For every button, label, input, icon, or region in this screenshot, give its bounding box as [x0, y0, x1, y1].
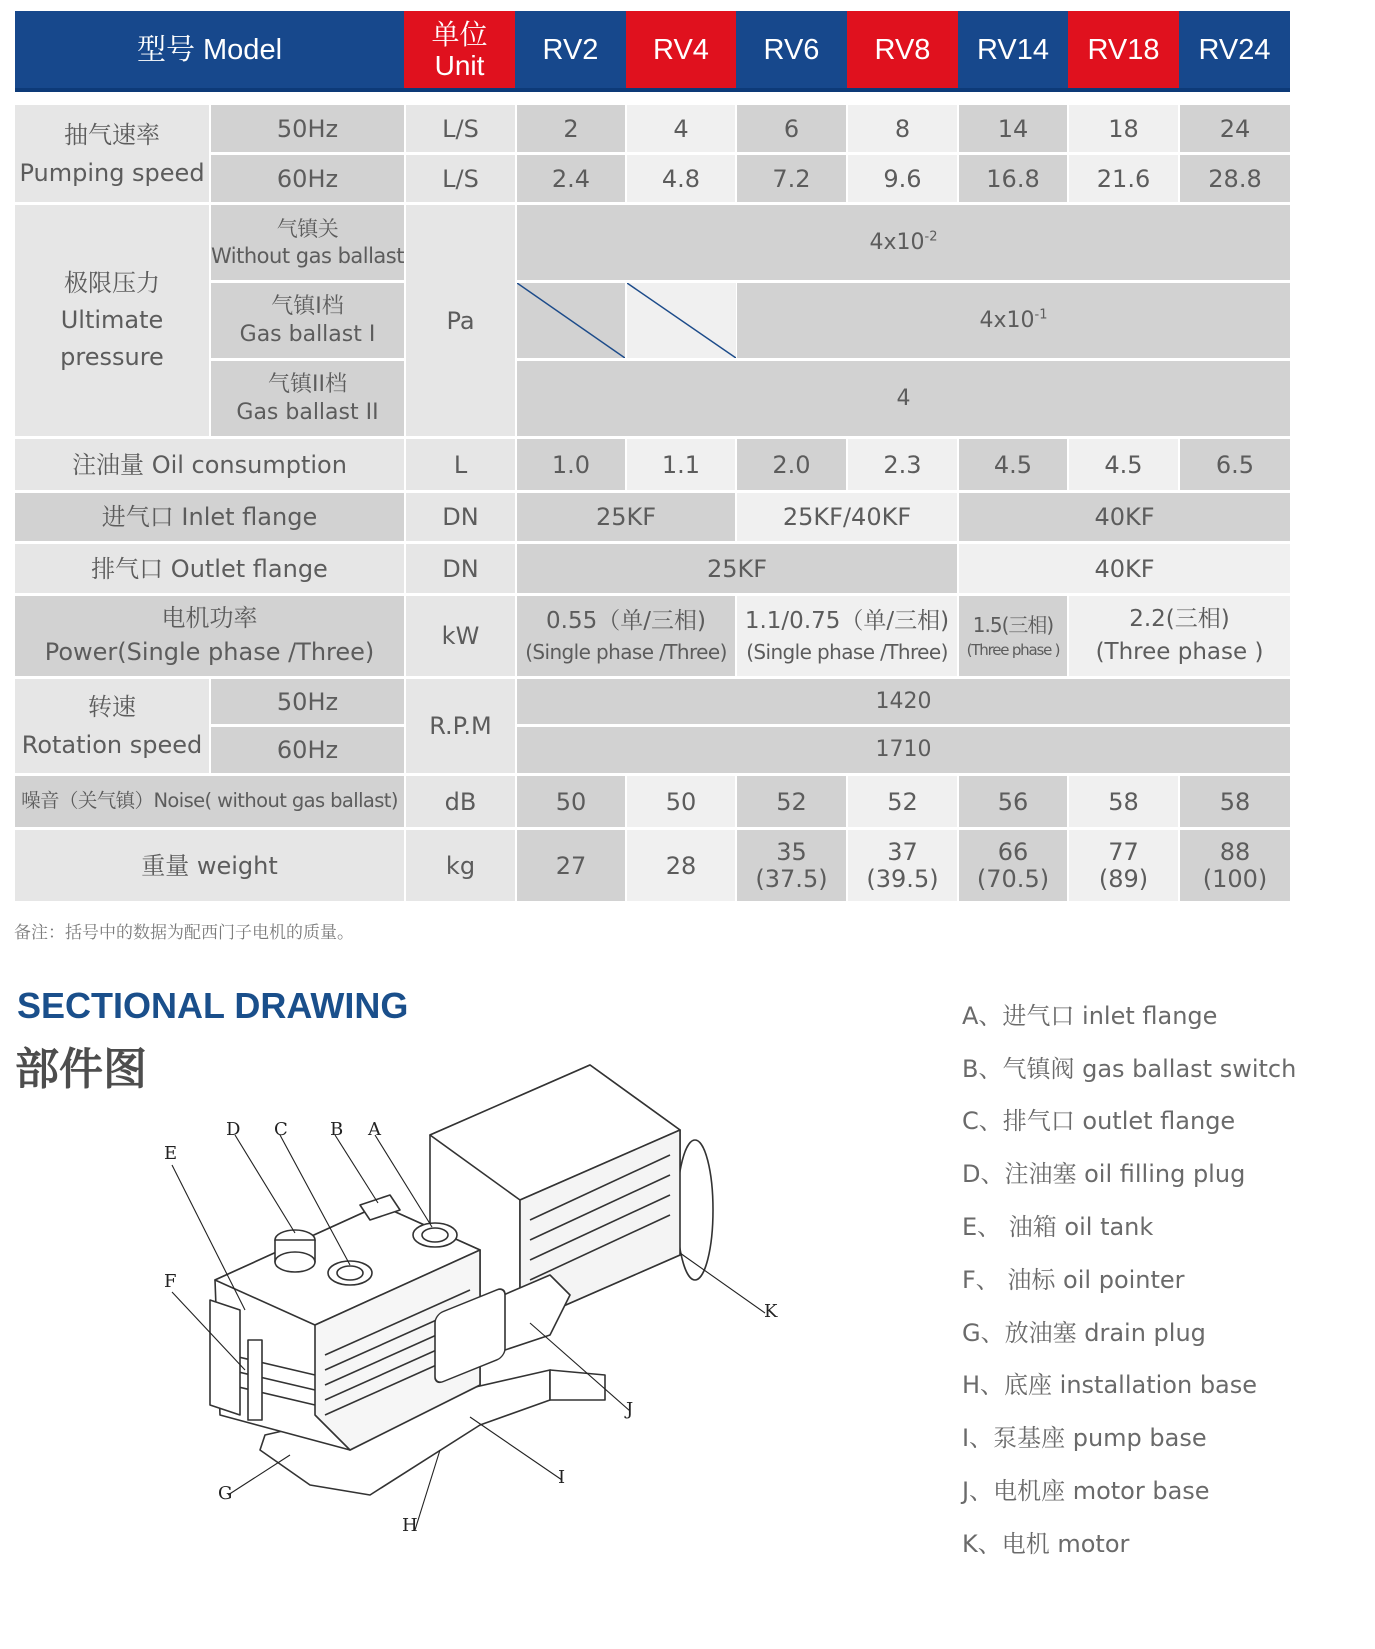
- noise-cell: [959, 776, 1067, 827]
- ballast-1-value: [737, 283, 1290, 358]
- model-col-header: [736, 11, 847, 90]
- power-sub: (Single phase /Three): [746, 640, 948, 665]
- pump-sectional-drawing: [150, 1055, 790, 1540]
- model-header: [15, 11, 404, 90]
- unit-value: L: [453, 450, 468, 479]
- weight-cell: [1069, 830, 1178, 901]
- ballast-1-label: [211, 283, 404, 358]
- cell-value: 1.0: [551, 450, 591, 479]
- model-col-header: [1179, 11, 1290, 90]
- cell-value: 16.8: [986, 164, 1040, 193]
- row-label: 重量 weight: [141, 851, 278, 880]
- unit-value: kW: [441, 622, 480, 650]
- pressure-base: 4x10: [979, 307, 1035, 333]
- outlet-cell: [517, 544, 957, 593]
- freq-label: 60Hz: [276, 736, 339, 764]
- na-diagonal: [517, 283, 625, 358]
- unit-value: Pa: [446, 306, 475, 335]
- legend-item-j: J、电机座 motor base: [962, 1477, 1210, 1505]
- weight-cell: [627, 830, 735, 901]
- outlet-cell: [959, 544, 1290, 593]
- cell-value: 7.2: [772, 164, 811, 193]
- without-ballast-en: Without gas ballast: [211, 243, 404, 268]
- drawing-label-f: F: [164, 1271, 177, 1292]
- oil-cell: [959, 439, 1067, 490]
- unit-value: R.P.M: [429, 712, 492, 740]
- cell-value: 2.4: [551, 164, 591, 193]
- header-underline: [15, 88, 1290, 92]
- noise-cell: [517, 776, 625, 827]
- cell-value: 1.1: [661, 450, 701, 479]
- power-label-cn: 电机功率: [161, 604, 258, 633]
- unit-header-cn: 单位: [431, 18, 488, 50]
- oil-cell: [1180, 439, 1290, 490]
- power-sub: (Three phase ): [966, 640, 1060, 659]
- cell-value: 1710: [875, 737, 932, 763]
- unit-cell: [406, 830, 515, 901]
- freq-60hz: [211, 155, 404, 202]
- cell-value: 4.5: [993, 450, 1033, 479]
- weight-label: [15, 830, 404, 901]
- unit-cell: [406, 439, 515, 490]
- cell-value: 52: [887, 787, 918, 816]
- unit-cell: [406, 596, 515, 676]
- drawing-label-d: D: [226, 1119, 241, 1140]
- pressure-value: [980, 307, 1048, 335]
- model-col-header: [515, 11, 626, 90]
- legend-item-b: B、气镇阀 gas ballast switch: [962, 1055, 1297, 1083]
- weight-value: 66: [997, 838, 1029, 867]
- unit-header: [404, 11, 515, 90]
- ultimate-pressure-label-cn: 极限压力: [64, 268, 160, 297]
- power-sub: (Three phase ): [1095, 639, 1264, 665]
- weight-cell: [1180, 830, 1290, 901]
- model-name: RV2: [542, 34, 599, 67]
- noise-cell: [627, 776, 735, 827]
- unit-value: dB: [444, 787, 477, 816]
- speed-60-cell: [517, 155, 625, 202]
- drawing-label-k: K: [764, 1301, 778, 1322]
- unit-cell: [406, 679, 515, 773]
- power-cell: [1069, 596, 1290, 676]
- cell-value: 52: [776, 787, 807, 816]
- row-label: 进气口 Inlet flange: [101, 503, 318, 531]
- speed-50-cell: [627, 105, 735, 152]
- cell-value: 18: [1108, 114, 1139, 143]
- unit-value: DN: [442, 554, 479, 583]
- noise-cell: [1069, 776, 1178, 827]
- legend-item-h: H、底座 installation base: [962, 1371, 1258, 1399]
- weight-value: 77: [1108, 838, 1139, 867]
- weight-value-siemens: (70.5): [976, 864, 1050, 893]
- model-name: RV6: [763, 34, 820, 67]
- cell-value: 2.0: [772, 450, 811, 479]
- speed-50-cell: [517, 105, 625, 152]
- cell-value: 40KF: [1094, 503, 1155, 531]
- speed-60-cell: [737, 155, 846, 202]
- ballast-2-cn: 气镇II档: [268, 372, 347, 397]
- power-main: 2.2(三相): [1129, 605, 1230, 632]
- ultimate-pressure-label-en1: Ultimate: [60, 305, 164, 334]
- na-cell: [517, 283, 625, 358]
- ultimate-pressure-label-en2: pressure: [60, 343, 164, 372]
- drawing-label-j: J: [626, 1399, 634, 1420]
- legend-item-g: G、放油塞 drain plug: [962, 1319, 1206, 1347]
- unit-value: DN: [442, 503, 479, 531]
- speed-50-cell: [737, 105, 846, 152]
- freq-50hz: [211, 105, 404, 152]
- weight-value-siemens: (89): [1098, 864, 1149, 893]
- speed-60-cell: [627, 155, 735, 202]
- cell-value: 2.3: [883, 450, 922, 479]
- oil-cell: [627, 439, 735, 490]
- row-label: 排气口 Outlet flange: [91, 554, 328, 583]
- drawing-label-a: A: [368, 1119, 381, 1140]
- inlet-cell: [959, 493, 1290, 541]
- speed-60-cell: [1180, 155, 1290, 202]
- power-main: 0.55（单/三相): [546, 607, 706, 634]
- rotation-60-value: [517, 727, 1290, 773]
- freq-60hz: [211, 727, 404, 773]
- na-diagonal: [627, 283, 736, 358]
- legend-item-a: A、进气口 inlet flange: [962, 1002, 1218, 1030]
- oil-cell: [737, 439, 846, 490]
- weight-value: 37: [887, 838, 918, 867]
- power-cell: [959, 596, 1067, 676]
- pressure-value: 4: [896, 385, 911, 411]
- model-col-header: [958, 11, 1068, 90]
- unit-value: kg: [445, 851, 476, 880]
- weight-value: 28: [665, 851, 697, 880]
- cell-value: 58: [1219, 787, 1251, 816]
- inlet-label: [15, 493, 404, 541]
- power-cell: [517, 596, 735, 676]
- power-label: [15, 596, 404, 676]
- ballast-2-en: Gas ballast II: [236, 399, 379, 425]
- ballast-2-label: [211, 361, 404, 436]
- model-col-header: [626, 11, 736, 90]
- weight-cell: [737, 830, 846, 901]
- cell-value: 40KF: [1094, 554, 1155, 583]
- weight-value: 35: [776, 838, 807, 867]
- speed-60-cell: [959, 155, 1067, 202]
- legend-item-e: E、 油箱 oil tank: [962, 1213, 1154, 1241]
- legend-item-f: F、 油标 oil pointer: [962, 1266, 1185, 1294]
- oil-cell: [848, 439, 957, 490]
- drawing-label-c: C: [274, 1119, 288, 1140]
- drawing-label-b: B: [330, 1119, 344, 1140]
- weight-value: 88: [1219, 838, 1251, 867]
- cell-value: 25KF: [595, 503, 657, 531]
- legend-item-k: K、电机 motor: [962, 1530, 1130, 1558]
- model-name: RV14: [976, 34, 1050, 67]
- unit-cell: [406, 493, 515, 541]
- model-col-header: [847, 11, 958, 90]
- oil-label: [15, 439, 404, 490]
- cell-value: 2: [563, 114, 579, 143]
- pressure-unit-cell: [406, 205, 515, 436]
- cell-value: 50: [555, 787, 587, 816]
- legend-item-c: C、排气口 outlet flange: [962, 1107, 1236, 1135]
- cell-value: 28.8: [1208, 164, 1262, 193]
- without-ballast-label: [211, 205, 404, 280]
- weight-cell: [848, 830, 957, 901]
- ballast-1-cn: 气镇I档: [271, 294, 344, 319]
- drawing-label-e: E: [164, 1143, 178, 1164]
- rotation-50-value: [517, 679, 1290, 724]
- row-label: 注油量 Oil consumption: [72, 450, 347, 479]
- unit-cell: [406, 776, 515, 827]
- power-main: 1.5(三相): [972, 612, 1054, 637]
- inlet-cell: [737, 493, 957, 541]
- model-header-label: 型号 Model: [136, 34, 283, 67]
- rotation-label-en: Rotation speed: [21, 731, 203, 759]
- model-name: RV18: [1087, 34, 1160, 67]
- cell-value: 8: [894, 114, 911, 143]
- cell-value: 9.6: [883, 164, 922, 193]
- pumping-speed-label-en: Pumping speed: [19, 158, 205, 187]
- cell-value: 50: [665, 787, 697, 816]
- pumping-speed-label-cn: 抽气速率: [64, 120, 160, 149]
- cell-value: 6: [783, 114, 800, 143]
- weight-value-siemens: (100): [1202, 864, 1268, 893]
- weight-value: 27: [555, 851, 587, 880]
- without-ballast-cn: 气镇关: [276, 217, 339, 242]
- na-cell: [627, 283, 736, 358]
- ultimate-pressure-label: [15, 205, 209, 436]
- pressure-exp: -1: [1034, 307, 1048, 323]
- cell-value: 24: [1219, 114, 1251, 143]
- pressure-value: [870, 229, 938, 257]
- unit-value: L/S: [442, 164, 479, 193]
- noise-cell: [737, 776, 846, 827]
- speed-60-cell: [1069, 155, 1178, 202]
- weight-cell: [517, 830, 625, 901]
- cell-value: 4.8: [661, 164, 701, 193]
- noise-cell: [848, 776, 957, 827]
- unit-header-en: Unit: [434, 49, 485, 81]
- oil-cell: [1069, 439, 1178, 490]
- power-label-en: Power(Single phase /Three): [44, 638, 375, 666]
- cell-value: 4: [673, 114, 689, 143]
- speed-50-cell: [1180, 105, 1290, 152]
- oil-cell: [517, 439, 625, 490]
- unit-cell: [406, 155, 515, 202]
- power-main: 1.1/0.75（单/三相): [744, 607, 950, 634]
- row-label: 噪音（关气镇）Noise( without gas ballast): [21, 789, 398, 813]
- model-col-header: [1068, 11, 1179, 90]
- drawing-label-i: I: [558, 1467, 566, 1488]
- cell-value: 56: [997, 787, 1029, 816]
- speed-50-cell: [959, 105, 1067, 152]
- rotation-label-cn: 转速: [88, 693, 136, 721]
- table-note: 备注：括号中的数据为配西门子电机的质量。: [14, 923, 354, 943]
- cell-value: 58: [1108, 787, 1139, 816]
- weight-cell: [959, 830, 1067, 901]
- cell-value: 25KF: [706, 554, 768, 583]
- power-cell: [737, 596, 957, 676]
- cell-value: 25KF/40KF: [782, 503, 912, 531]
- drawing-label-g: G: [218, 1483, 233, 1504]
- ballast-1-en: Gas ballast I: [239, 321, 376, 347]
- section-title: SECTIONAL DRAWING: [17, 985, 409, 1026]
- pumping-speed-label: [15, 105, 209, 202]
- freq-50hz: [211, 679, 404, 724]
- weight-value-siemens: (37.5): [755, 864, 828, 893]
- cell-value: 1420: [875, 688, 932, 714]
- weight-value-siemens: (39.5): [866, 864, 939, 893]
- cell-value: 14: [997, 114, 1029, 143]
- inlet-cell: [517, 493, 735, 541]
- rotation-label: [15, 679, 209, 773]
- model-name: RV24: [1198, 34, 1271, 67]
- legend-item-d: D、注油塞 oil filling plug: [962, 1160, 1246, 1188]
- speed-60-cell: [848, 155, 957, 202]
- model-name: RV8: [874, 34, 931, 67]
- ballast-2-value: [517, 361, 1290, 436]
- freq-label: 60Hz: [276, 164, 339, 193]
- drawing-label-h: H: [402, 1515, 418, 1536]
- freq-label: 50Hz: [276, 114, 339, 143]
- without-ballast-value: [517, 205, 1290, 280]
- section-title-cn: 部件图: [15, 1044, 147, 1095]
- speed-50-cell: [1069, 105, 1178, 152]
- speed-50-cell: [848, 105, 957, 152]
- cell-value: 6.5: [1215, 450, 1255, 479]
- freq-label: 50Hz: [276, 687, 339, 716]
- pressure-exp: -2: [924, 229, 938, 245]
- unit-value: L/S: [442, 114, 479, 143]
- noise-cell: [1180, 776, 1290, 827]
- model-name: RV4: [653, 34, 709, 67]
- noise-label: [15, 776, 404, 827]
- cell-value: 4.5: [1104, 450, 1143, 479]
- unit-cell: [406, 544, 515, 593]
- legend-item-i: I、泵基座 pump base: [962, 1424, 1207, 1452]
- pressure-base: 4x10: [869, 229, 925, 255]
- unit-cell: [406, 105, 515, 152]
- power-sub: (Single phase /Three): [525, 640, 727, 665]
- cell-value: 21.6: [1096, 164, 1151, 193]
- outlet-label: [15, 544, 404, 593]
